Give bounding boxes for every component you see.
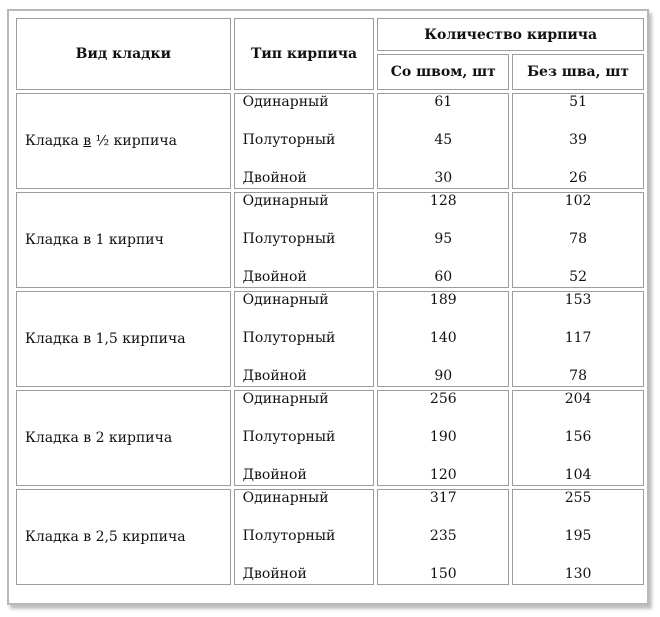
without-joint-value: 156 [564,429,592,445]
without-joint-value: 26 [569,170,587,186]
masonry-kind-cell: Кладка в 2,5 кирпича [16,489,231,585]
with-joint-value: 45 [434,132,453,148]
with-joint-value: 150 [429,566,457,582]
brick-type-label: Двойной [242,170,307,186]
with-joint-value: 256 [429,391,457,407]
without-joint-cell [512,291,644,387]
without-joint-value: 78 [569,368,587,384]
brick-type-label: Полуторный [242,132,336,148]
header-type: Тип кирпича [234,18,375,90]
masonry-kind-cell: Кладка в 1,5 кирпича [16,291,231,387]
without-joint-value: 195 [564,528,592,544]
table-frame [7,9,649,605]
with-joint-value: 30 [434,170,453,186]
header-without-joint: Без шва, шт [512,54,644,90]
brick-type-label: Двойной [242,566,307,582]
brick-type-label: Одинарный [242,193,329,209]
without-joint-cell [512,192,644,288]
without-joint-cell [512,489,644,585]
brick-type-label: Одинарный [242,94,329,110]
brick-type-label: Полуторный [242,330,336,346]
without-joint-value: 39 [569,132,587,148]
masonry-kind-cell: Кладка в 2 кирпича [16,390,231,486]
without-joint-value: 104 [564,467,592,483]
brick-quantity-table [13,15,647,588]
without-joint-value: 78 [569,231,587,247]
brick-type-label: Полуторный [242,231,336,247]
without-joint-value: 117 [564,330,592,346]
types-cell [234,390,375,486]
types-cell [234,93,375,189]
with-joint-value: 235 [429,528,457,544]
brick-type-label: Двойной [242,368,307,384]
with-joint-cell [377,93,509,189]
with-joint-value: 189 [429,292,457,308]
with-joint-cell [377,390,509,486]
table-row [16,93,644,189]
without-joint-value: 130 [564,566,592,582]
header-kind: Вид кладки [16,18,231,90]
without-joint-value: 255 [564,490,592,506]
with-joint-cell [377,489,509,585]
masonry-kind-cell: Кладка в 1 кирпич [16,192,231,288]
brick-type-label: Одинарный [242,391,329,407]
brick-type-label: Одинарный [242,292,329,308]
table-body [16,93,644,585]
with-joint-cell [377,192,509,288]
without-joint-value: 153 [564,292,592,308]
table-row [16,192,644,288]
brick-type-label: Одинарный [242,490,329,506]
with-joint-value: 90 [434,368,453,384]
table-row [16,489,644,585]
brick-type-label: Двойной [242,269,307,285]
underlined-preposition: в [83,133,92,149]
without-joint-cell [512,93,644,189]
brick-type-label: Полуторный [242,528,336,544]
with-joint-value: 95 [434,231,453,247]
with-joint-value: 60 [434,269,453,285]
header-with-joint: Со швом, шт [377,54,509,90]
table-row [16,390,644,486]
with-joint-value: 317 [429,490,457,506]
with-joint-value: 140 [429,330,457,346]
without-joint-value: 204 [564,391,592,407]
without-joint-value: 51 [569,94,587,110]
types-cell [234,489,375,585]
header-quantity: Количество кирпича [377,18,644,51]
brick-type-label: Двойной [242,467,307,483]
without-joint-value: 52 [569,269,587,285]
without-joint-cell [512,390,644,486]
types-cell [234,192,375,288]
masonry-kind-cell: Кладка в ½ кирпича [16,93,231,189]
with-joint-value: 61 [434,94,453,110]
table-row [16,291,644,387]
without-joint-value: 102 [564,193,592,209]
with-joint-value: 128 [429,193,457,209]
with-joint-value: 190 [429,429,457,445]
brick-type-label: Полуторный [242,429,336,445]
with-joint-value: 120 [429,467,457,483]
types-cell [234,291,375,387]
with-joint-cell [377,291,509,387]
